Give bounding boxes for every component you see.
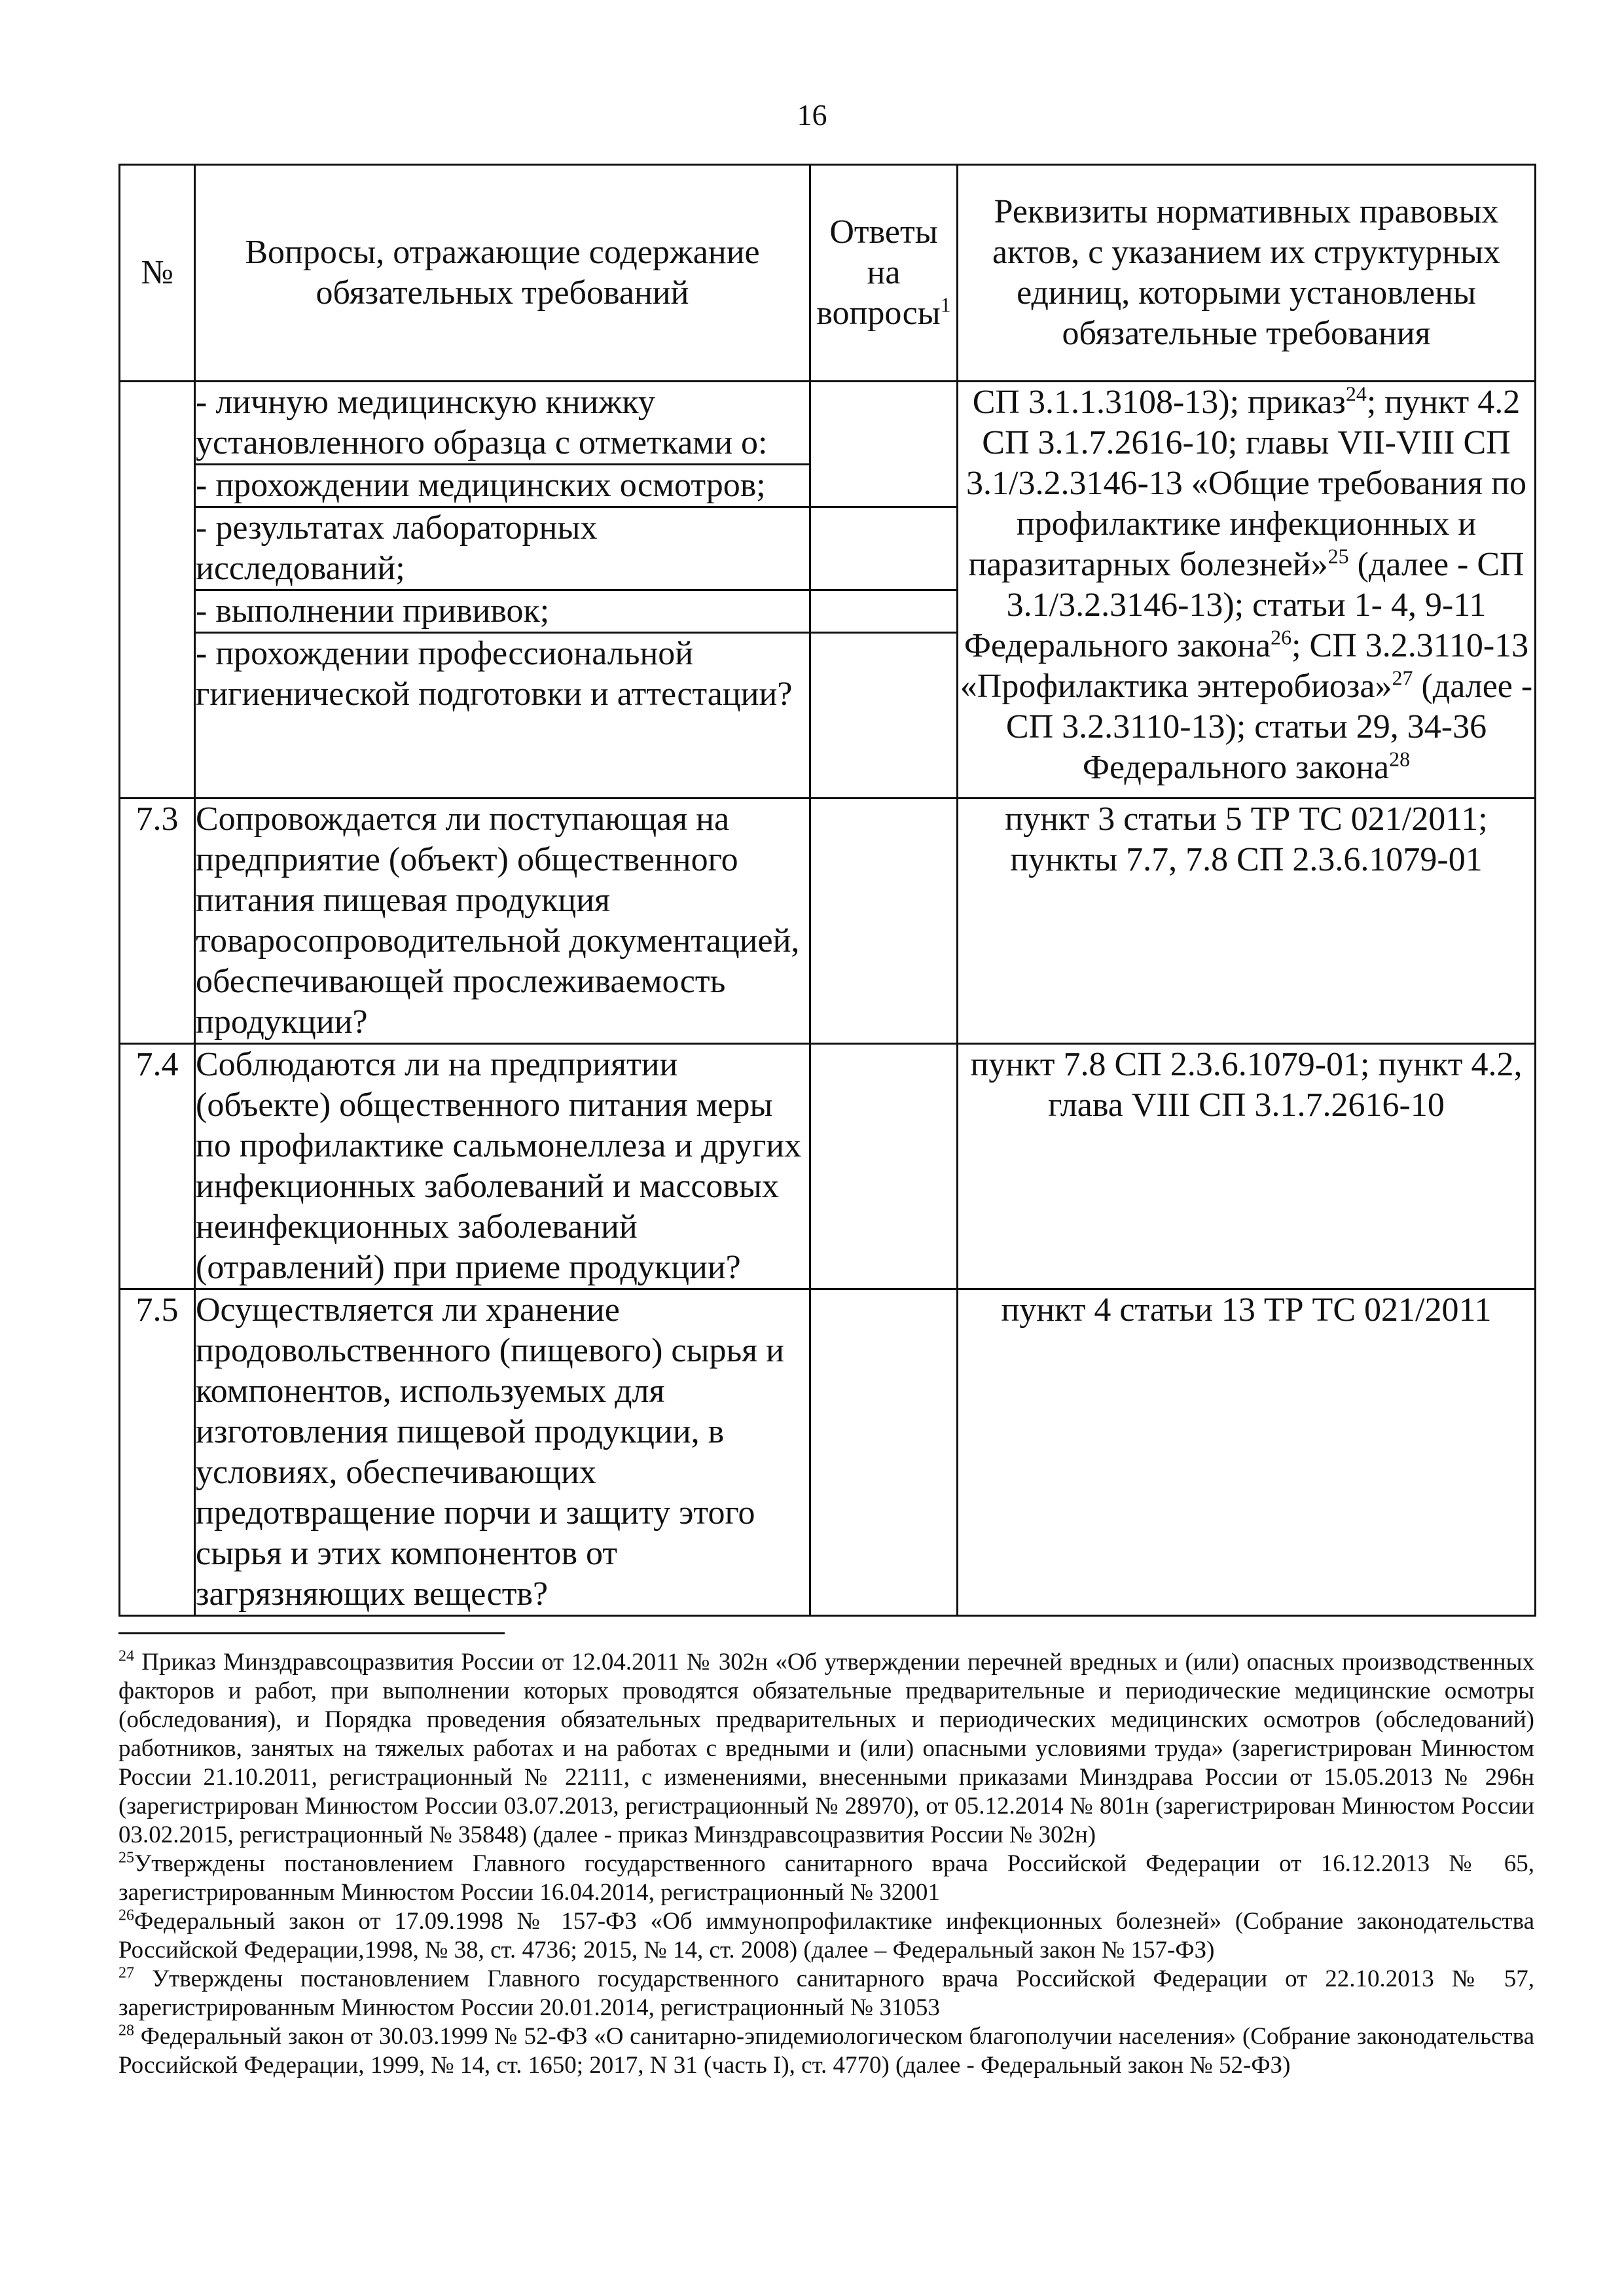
footnote-divider — [118, 1632, 505, 1634]
num-cell-empty — [120, 382, 195, 798]
header-answers — [810, 165, 958, 382]
table-row — [120, 1044, 1536, 1289]
answer-cell[interactable] — [810, 798, 958, 1044]
footnote-mark: 27 — [118, 1964, 134, 1982]
header-answers-text: Ответы на вопросы — [816, 213, 941, 332]
header-answers-sup: 1 — [940, 293, 951, 317]
requisites-cell: пункт 3 статьи 5 ТР ТС 021/2011; пункты 7.7, 7.8 СП 2.3.6.1079-01 — [958, 798, 1536, 1044]
answer-cell[interactable] — [810, 507, 958, 590]
ref-text: СП 3.1.1.3108-13); приказ — [972, 384, 1346, 421]
question-cell: Сопровождается ли поступающая на предприятие (объект) общественного питания пищевая продукция товаросопроводительной документацией, обеспечивающей прослеживаемость продукции? — [195, 798, 810, 1044]
ref-sup: 24 — [1345, 382, 1367, 406]
question-cell: - прохождении медицинских осмотров; — [195, 465, 810, 507]
ref-text: (далее - СП 3.2.3110-13); статьи 29, 34-36 Федерального закона — [1005, 668, 1533, 786]
footnote-text: Приказ Минздравсоцразвития России от 12.04.2011 № 302н «Об утверждении перечней вредных и (или) опасных производственных факторов и работ, при выполнении которых проводятся обязательные предварительные и периодические медицинские осмотры (обследования), и Порядка проведения обязательных предварительных и периодических медицинских осмотров (обследований) работников, занятых на тяжелых работах и на работах с вредными и (или) опасными условиями труда» (зарегистрирован Минюстом России 21.10.2011, регистрационный № 22111, с изменениями, внесенными приказами Минздрава России от 15.05.2013 № 296н (зарегистрирован Минюстом России 03.07.2013, регистрационный № 28970), от 05.12.2014 № 801н (зарегистрирован Минюстом России 03.02.2015, регистрационный № 35848) (далее - приказ Минздравсоцразвития России № 302н) — [118, 1649, 1534, 1848]
ref-sup: 25 — [1327, 544, 1349, 568]
answer-cell[interactable] — [810, 1044, 958, 1289]
requisites-cell: пункт 4 статьи 13 ТР ТС 021/2011 — [958, 1289, 1536, 1616]
row-number: 7.4 — [120, 1044, 195, 1289]
question-cell: - прохождении профессиональной гигиенической подготовки и аттестации? — [195, 633, 810, 798]
footnote-26 — [118, 1907, 1534, 1965]
table-row — [120, 798, 1536, 1044]
ref-text: ; пункт 4.2 СП 3.1.7.2616-10; главы VII-VIII СП 3.1/3.2.3146-13 «Общие требования по профилактике инфекционных и паразитарных болезней» — [966, 384, 1526, 583]
footnotes — [118, 1648, 1534, 2080]
footnote-mark: 25 — [118, 1849, 134, 1867]
footnote-28 — [118, 2022, 1534, 2080]
answer-cell[interactable] — [810, 590, 958, 633]
ref-sup: 27 — [1392, 666, 1413, 690]
question-cell: - личную медицинскую книжку установленного образца с отметками о: — [195, 382, 810, 465]
footnote-27 — [118, 1965, 1534, 2022]
row-number: 7.5 — [120, 1289, 195, 1616]
answer-cell[interactable] — [810, 1289, 958, 1616]
footnote-text: Федеральный закон от 30.03.1999 № 52-ФЗ «О санитарно-эпидемиологическом благополучии населения» (Собрание законодательства Российской Федерации, 1999, № 14, ст. 1650; 2017, N 31 (часть I), ст. 4770) (далее - Федеральный закон № 52-ФЗ) — [118, 2023, 1534, 2079]
header-requisites: Реквизиты нормативных правовых актов, с указанием их структурных единиц, которыми установлены обязательные требования — [958, 165, 1536, 382]
header-num: № — [120, 165, 195, 382]
footnote-24 — [118, 1648, 1534, 1850]
ref-text: (далее - СП 3.1/3.2.3146-13); статьи 1- 4, 9-11 Федерального закона — [964, 546, 1525, 664]
question-cell: - результатах лабораторных исследований; — [195, 507, 810, 590]
footnote-text: Утверждены постановлением Главного государственного санитарного врача Российской Федерации от 16.12.2013 № 65, зарегистрированным Минюстом России 16.04.2014, регистрационный № 32001 — [118, 1850, 1534, 1906]
footnote-mark: 28 — [118, 2022, 134, 2039]
table-header-row — [120, 165, 1536, 382]
question-cell: Осуществляется ли хранение продовольственного (пищевого) сырья и компонентов, используемых для изготовления пищевой продукции, в условиях, обеспечивающих предотвращение порчи и защиту этого сырья и этих компонентов от загрязняющих веществ? — [195, 1289, 810, 1616]
row-number: 7.3 — [120, 798, 195, 1044]
question-cell: - выполнении прививок; — [195, 590, 810, 633]
table-row — [120, 1289, 1536, 1616]
requisites-cell — [958, 382, 1536, 798]
requisites-cell: пункт 7.8 СП 2.3.6.1079-01; пункт 4.2, глава VIII СП 3.1.7.2616-10 — [958, 1044, 1536, 1289]
footnote-25 — [118, 1850, 1534, 1907]
ref-sup: 26 — [1271, 625, 1292, 649]
answer-cell[interactable] — [810, 633, 958, 798]
footnote-mark: 24 — [118, 1647, 134, 1665]
requirements-table — [118, 164, 1536, 1617]
page-number: 16 — [797, 98, 827, 132]
footnote-text: Федеральный закон от 17.09.1998 № 157-ФЗ «Об иммунопрофилактике инфекционных болезней» (Собрание законодательства Российской Федерации,1998, № 38, ст. 4736; 2015, № 14, ст. 2008) (далее – Федеральный закон № 157-ФЗ) — [118, 1908, 1534, 1964]
ref-text: ; СП 3.2.3110-13 «Профилактика энтеробиоза» — [960, 627, 1529, 705]
answer-cell[interactable] — [810, 382, 958, 507]
question-cell: Соблюдаются ли на предприятии (объекте) общественного питания меры по профилактике сальмонеллеза и других инфекционных заболеваний и массовых неинфекционных заболеваний (отравлений) при приеме продукции? — [195, 1044, 810, 1289]
footnote-mark: 26 — [118, 1907, 134, 1924]
table-row — [120, 382, 1536, 465]
header-question: Вопросы, отражающие содержание обязательных требований — [195, 165, 810, 382]
ref-sup: 28 — [1389, 747, 1411, 771]
footnote-text: Утверждены постановлением Главного государственного санитарного врача Российской Федерации от 22.10.2013 № 57, зарегистрированным Минюстом России 20.01.2014, регистрационный № 31053 — [118, 1965, 1534, 2021]
